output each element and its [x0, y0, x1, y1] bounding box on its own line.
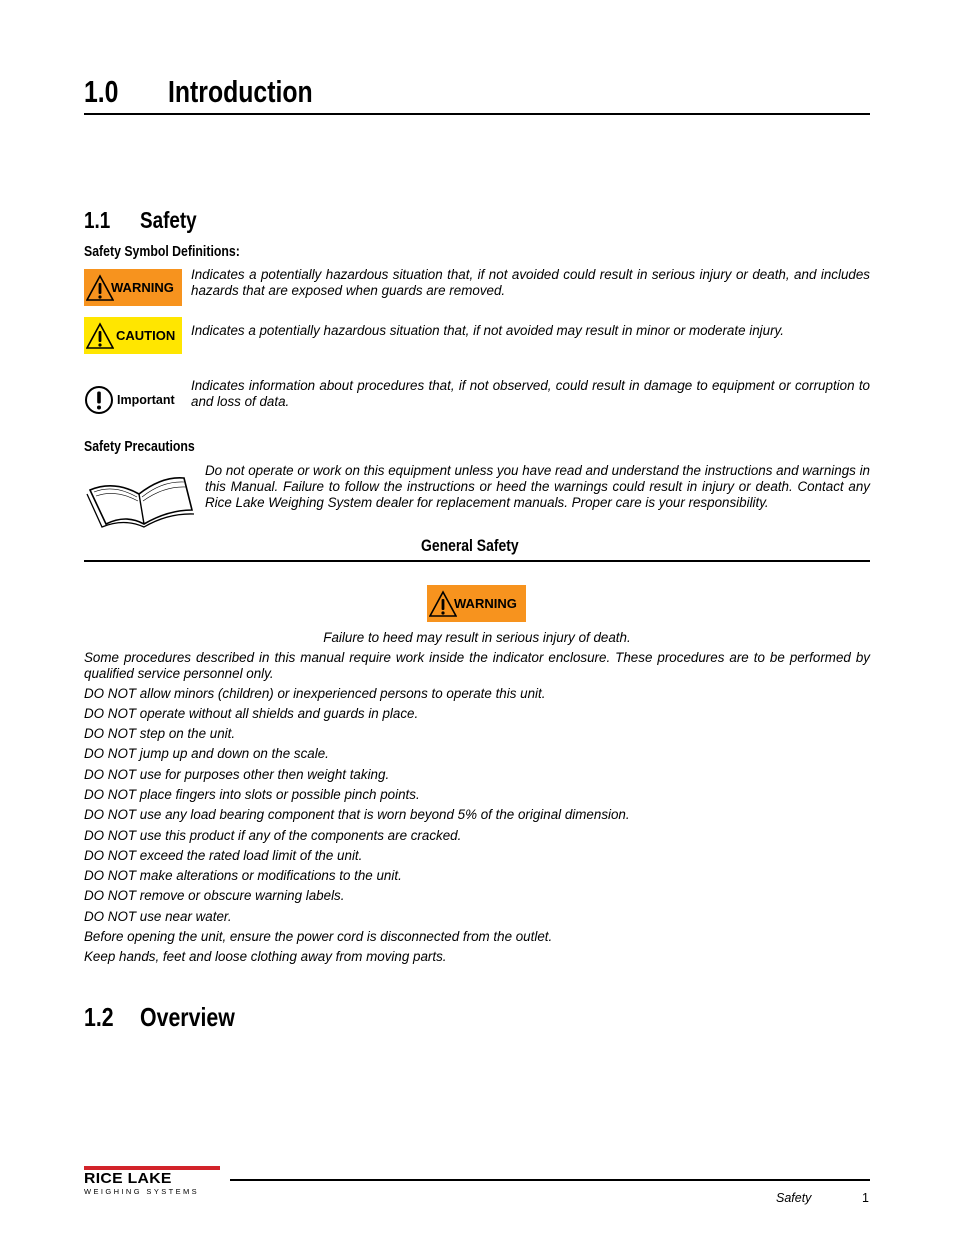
precautions-title: Safety Precautions	[84, 438, 195, 455]
caution-badge-label: CAUTION	[116, 328, 176, 343]
rice-lake-logo	[84, 1166, 220, 1196]
warning-triangle-icon	[429, 590, 457, 618]
general-safety-intro: Some procedures described in this manual require work inside the indicator enclosure. These procedures are to be performed by qualified service personnel only.	[84, 650, 870, 681]
general-warning-label: WARNING	[454, 596, 517, 611]
section-number: 1.1	[84, 207, 111, 233]
section-title: Safety	[140, 207, 197, 233]
warning-badge	[84, 269, 182, 306]
chapter-rule	[84, 113, 870, 115]
logo-top-text: RICE LAKE	[84, 1170, 172, 1187]
list-item: DO NOT place fingers into slots or possible pinch points.	[84, 787, 420, 802]
important-badge-label: Important	[117, 393, 175, 407]
general-warning-badge	[427, 585, 526, 622]
list-item: Keep hands, feet and loose clothing away from moving parts.	[84, 949, 447, 964]
general-safety-title: General Safety	[421, 536, 519, 555]
warning-triangle-icon	[86, 274, 114, 302]
caution-definition: Indicates a potentially hazardous situation that, if not avoided may result in minor or moderate injury.	[191, 323, 784, 338]
list-item: DO NOT operate without all shields and guards in place.	[84, 706, 419, 721]
warning-caption: Failure to heed may result in serious injury of death.	[323, 630, 631, 645]
list-item: DO NOT make alterations or modifications to the unit.	[84, 868, 402, 883]
list-item: DO NOT jump up and down on the scale.	[84, 746, 329, 761]
list-item: DO NOT exceed the rated load limit of the unit.	[84, 848, 363, 863]
list-item: DO NOT use any load bearing component that is worn beyond 5% of the original dimension.	[84, 807, 630, 822]
list-item: DO NOT remove or obscure warning labels.	[84, 888, 345, 903]
logo-bottom-text: WEIGHING SYSTEMS	[84, 1187, 200, 1196]
symbol-definitions-title: Safety Symbol Definitions:	[84, 243, 240, 260]
footer-section: Safety	[776, 1191, 812, 1205]
list-item: DO NOT use near water.	[84, 909, 232, 924]
list-item: DO NOT use this product if any of the components are cracked.	[84, 828, 462, 843]
list-item: DO NOT allow minors (children) or inexperienced persons to operate this unit.	[84, 686, 546, 701]
page-number: 1	[862, 1191, 869, 1205]
footer-rule	[230, 1179, 870, 1181]
chapter-title: Introduction	[168, 74, 313, 109]
precautions-text: Do not operate or work on this equipment unless you have read and understand the instructions and warnings in this Manual. Failure to follow the instructions or heed the warnings could result in injury or death. Contact any Rice Lake Weighing System dealer for replacement manuals. Proper care is your responsibility.	[205, 463, 870, 510]
open-book-icon	[84, 466, 196, 528]
list-item: DO NOT step on the unit.	[84, 726, 236, 741]
caution-badge	[84, 317, 182, 354]
section-title: Overview	[140, 1002, 235, 1032]
list-item: Before opening the unit, ensure the power cord is disconnected from the outlet.	[84, 929, 553, 944]
exclamation-circle-icon	[84, 385, 114, 415]
important-definition: Indicates information about procedures that, if not observed, could result in damage to equipment or corruption to and loss of data.	[191, 378, 870, 409]
important-badge	[84, 385, 184, 415]
list-item: DO NOT use for purposes other then weight taking.	[84, 767, 390, 782]
general-safety-rule	[84, 560, 870, 562]
section-number: 1.2	[84, 1002, 114, 1032]
warning-definition: Indicates a potentially hazardous situation that, if not avoided could result in serious injury or death, and includes hazards that are exposed when guards are removed.	[191, 267, 870, 298]
chapter-number: 1.0	[84, 74, 119, 109]
warning-badge-label: WARNING	[111, 280, 174, 295]
caution-triangle-icon	[86, 322, 114, 350]
